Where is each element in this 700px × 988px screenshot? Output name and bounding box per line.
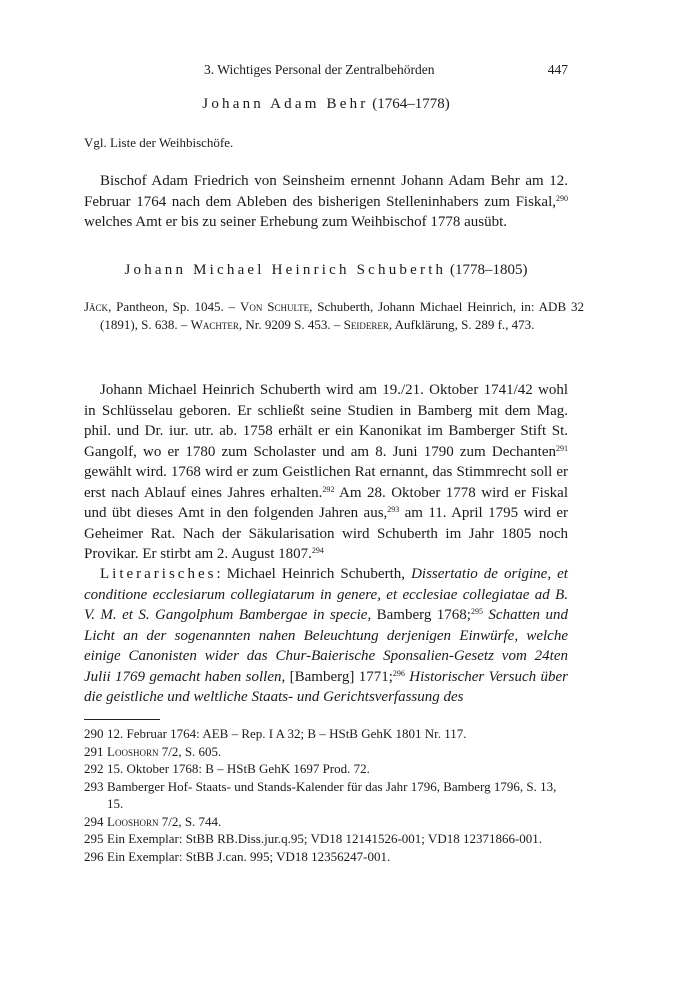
- paragraph-behr: [84, 171, 568, 233]
- footnote-number: 294: [84, 813, 104, 829]
- footnote-number: 291: [84, 743, 104, 759]
- text-run: am 11. April 1795 wird er Geheimer Rat. Nach der Säkularisation wird Schuberth im Jahr 1805 noch Provikar. Er stirbt am 2. August 1807.: [84, 505, 568, 562]
- text-run: gewählt wird. 1768 wird er zum Geistlichen Rat ernannt, das Stimmrecht soll er erst nach Ablauf eines Jahres erhalten.: [84, 464, 568, 501]
- footnote-291: [84, 743, 568, 761]
- text-run: welches Amt er bis zu seiner Erhebung zum Weihbischof 1778 ausübt.: [84, 214, 508, 230]
- text-run: : Michael Heinrich Schuberth,: [216, 566, 412, 582]
- text-run: , Bamberg 1768;: [367, 607, 471, 623]
- text-run: , Pantheon, Sp. 1045. –: [108, 299, 240, 314]
- reference-line: Vgl. Liste der Weihbischöfe.: [84, 135, 234, 150]
- footnote-ref: 295: [470, 607, 483, 616]
- footnote-number: 295: [84, 831, 104, 846]
- footnote-text: Ein Exemplar: StBB J.can. 995; VD18 12356247-001.: [107, 848, 391, 864]
- heading-name: Johann Michael Heinrich Schuberth: [124, 262, 447, 278]
- footnote-ref: 293: [387, 505, 400, 514]
- page-number: 447: [547, 62, 568, 77]
- footnote-296: [84, 848, 568, 866]
- author-name: Looshorn: [107, 743, 159, 759]
- footnote-number: 293: [84, 778, 104, 794]
- author-name: Wachter: [190, 316, 239, 332]
- footnote-ref: 296: [392, 668, 405, 678]
- paragraph-literarisches: [84, 564, 568, 708]
- footnote-text: 7/2, S. 744.: [158, 813, 222, 829]
- text-run: Am 28. Oktober 1778 wird er Fiskal und übt dieses Amt in den folgenden Jahren aus,: [84, 484, 568, 521]
- footnote-number: 290: [84, 726, 104, 741]
- footnote-295: [84, 830, 568, 848]
- running-title: 3. Wichtiges Personal der Zentralbehörden: [204, 62, 435, 77]
- footnote-text: Ein Exemplar: StBB RB.Diss.jur.q.95; VD18 12141526-001; VD18 12371866-001.: [107, 831, 543, 846]
- footnote-ref: 291: [556, 443, 568, 453]
- work-title: Schatten und Licht an der sogenannten nahen Beleuchtung derjenigen Einwürfe, welche einige Canonisten wider das Chur-Baierische Sponsalien-Gesetz vom 24ten Julii 1769 gemacht haben sollen: [84, 607, 568, 685]
- footnote-ref: 294: [311, 546, 324, 555]
- footnote-number: 296: [84, 848, 104, 864]
- section-heading-behr: [84, 96, 568, 113]
- text-run: Bischof Adam Friedrich von Seinsheim ernennt Johann Adam Behr am 12. Februar 1764 nach dem Ableben des bisherigen Stelleninhabers zum Fiskal,: [84, 173, 568, 210]
- heading-name: Johann Adam Behr: [202, 96, 369, 112]
- text-run: Johann Michael Heinrich Schuberth wird am 19./21. Oktober 1741/42 wohl in Schlüsselau geboren. Er schließt seine Studien in Bamberg mit dem Mag. phil. und Dr. iur. utr. ab. 1758 erhält er ein Kanonikat im Bamberger Stift St. Gangolf, wo er 1780 zum Scholaster und am 8. Juni 1790 zum Dechanten: [84, 382, 568, 460]
- literature-list: [84, 298, 584, 333]
- paragraph-schuberth-bio: [84, 380, 568, 565]
- author-name: Jäck: [84, 299, 109, 314]
- text-run: , Schuberth, Johann Michael Heinrich, in: ADB 32 (1891), S. 638. –: [100, 299, 584, 332]
- author-name: Looshorn: [107, 813, 159, 829]
- footnote-290: [84, 725, 568, 743]
- footnote-294: [84, 813, 568, 831]
- author-name: Von Schulte: [239, 299, 310, 314]
- text-run: , [Bamberg] 1771;: [281, 668, 393, 685]
- footnote-list: [84, 725, 568, 865]
- footnote-ref: 292: [322, 484, 335, 494]
- heading-dates: (1764–1778): [372, 96, 450, 112]
- work-title: Historischer Versuch über die geistliche und weltliche Staats- und Gerichtsverfassung des: [84, 668, 568, 705]
- text-run: , Nr. 9209 S. 453. –: [238, 316, 344, 332]
- heading-dates: (1778–1805): [450, 262, 528, 278]
- footnote-text: 7/2, S. 605.: [158, 743, 222, 759]
- spaced-label: Literarisches: [100, 566, 217, 582]
- section-heading-schuberth: [84, 262, 568, 279]
- footnote-text: Bamberger Hof- Staats- und Stands-Kalender für das Jahr 1796, Bamberg 1796, S. 13, 15.: [107, 778, 557, 811]
- work-title: Dissertatio de origine, et conditione ecclesiarum collegiatarum in genere, et ecclesiae collegiatae ad B. V. M. et S. Gangolphum Bambergae in specie: [84, 566, 568, 623]
- footnote-text: 12. Februar 1764: AEB – Rep. I A 32; B – HStB GehK 1801 Nr. 117.: [107, 726, 467, 741]
- text-run: , Aufklärung, S. 289 f., 473.: [388, 316, 535, 332]
- running-header: [84, 62, 568, 80]
- footnote-text: 15. Oktober 1768: B – HStB GehK 1697 Prod. 72.: [107, 761, 370, 776]
- footnote-293: [84, 778, 568, 813]
- footnote-292: [84, 760, 568, 778]
- author-name: Seiderer: [343, 316, 389, 332]
- footnote-number: 292: [84, 761, 104, 776]
- footnote-ref: 290: [556, 193, 568, 203]
- footnote-divider: [84, 719, 160, 720]
